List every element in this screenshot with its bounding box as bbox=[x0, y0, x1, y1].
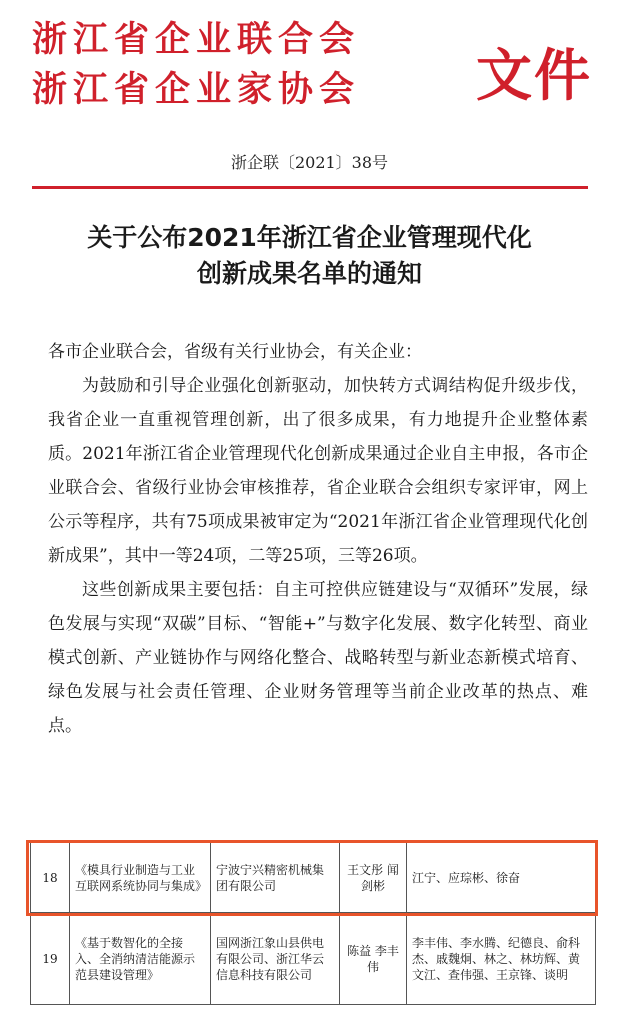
table-row bbox=[31, 913, 596, 1005]
issuing-org-1: 浙江省企业联合会 bbox=[32, 20, 361, 60]
notice-title-line-1: 关于公布2021年浙江省企业管理现代化 bbox=[87, 223, 532, 252]
document-number: 浙企联〔2021〕38号 bbox=[230, 153, 389, 172]
lead-persons: 陈益 李丰伟 bbox=[340, 913, 407, 1005]
row-number: 19 bbox=[31, 913, 70, 1005]
team-members: 李丰伟、李水腾、纪德良、俞科杰、戚魏炯、林之、林坊辉、黄文江、查伟强、王京锋、谈明 bbox=[407, 913, 596, 1005]
table-row bbox=[31, 843, 596, 913]
issuing-org-2: 浙江省企业家协会 bbox=[32, 70, 361, 110]
lead-persons: 王文彤 闻剑彬 bbox=[340, 843, 407, 913]
red-divider bbox=[32, 186, 588, 189]
notice-title bbox=[0, 220, 619, 292]
document-word: 文件 bbox=[476, 44, 592, 109]
notice-body bbox=[48, 335, 588, 743]
salutation: 各市企业联合会，省级有关行业协会，有关企业： bbox=[48, 342, 422, 362]
organization: 国网浙江象山县供电有限公司、浙江华云信息科技有限公司 bbox=[211, 913, 340, 1005]
results-table bbox=[30, 842, 596, 1005]
notice-title-line-2: 创新成果名单的通知 bbox=[196, 259, 422, 288]
row-number: 18 bbox=[31, 843, 70, 913]
project-name: 《模具行业制造与工业互联网系统协同与集成》 bbox=[70, 843, 211, 913]
organization: 宁波宁兴精密机械集团有限公司 bbox=[211, 843, 340, 913]
paragraph-2: 这些创新成果主要包括：自主可控供应链建设与“双循环”发展，绿色发展与实现“双碳”目标、“智能+”与数字化发展、数字化转型、商业模式创新、产业链协作与网络化整合、战略转型与新业态新模式培育、绿色发展与社会责任管理、企业财务管理等当前企业改革的热点、难点。 bbox=[48, 580, 588, 736]
team-members: 江宁、应琮彬、徐奋 bbox=[407, 843, 596, 913]
paragraph-1: 为鼓励和引导企业强化创新驱动，加快转方式调结构促升级步伐，我省企业一直重视管理创新，出了很多成果，有力地提升企业整体素质。2021年浙江省企业管理现代化创新成果通过企业自主申报，各市企业联合会、省级行业协会审核推荐，省企业联合会组织专家评审，网上公示等程序，共有75项成果被审定为“2021年浙江省企业管理现代化创新成果”，其中一等24项，二等25项，三等26项。 bbox=[48, 376, 588, 566]
project-name: 《基于数智化的全接入、全消纳清洁能源示范县建设管理》 bbox=[70, 913, 211, 1005]
document-header bbox=[32, 12, 592, 122]
